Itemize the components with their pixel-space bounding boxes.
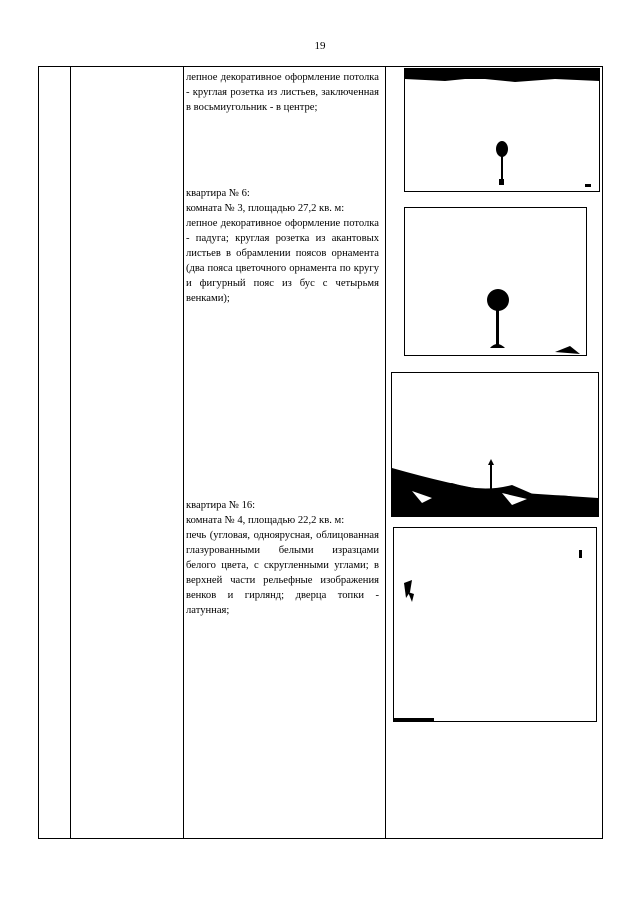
entry-line: печь (угловая, одноярусная, облицованная глазурованными белыми изразцами белого цвета, с скругленными углами; в верхней части рельефные изображения венков и гирлянд; дверца топки - латунная; (186, 530, 379, 616)
column-divider (183, 67, 184, 838)
entry-line: лепное декоративное оформление потолка - круглая розетка из листьев, заключенная в восьмиугольник - в центре; (186, 72, 379, 113)
stove-photo (393, 527, 597, 722)
entry-line: комната № 3, площадью 27,2 кв. м: (186, 203, 345, 214)
entry-description (186, 186, 379, 306)
entry-line: лепное декоративное оформление потолка - падуга; круглая розетка из акантовых листьев в обрамлении поясов орнамента (два пояса цветочного орнамента по кругу и фигурный пояс из бус с четырьмя венками); (186, 218, 379, 304)
entry-line: квартира № 6: (186, 188, 250, 199)
entry-description (186, 70, 379, 115)
ceiling-rosette-photo (404, 68, 600, 192)
entry-line: комната № 4, площадью 22,2 кв. м: (186, 515, 345, 526)
entry-line: квартира № 16: (186, 500, 256, 511)
photo-image (405, 69, 599, 191)
column-divider (70, 67, 71, 838)
column-divider (385, 67, 386, 838)
room-interior-photo (391, 372, 599, 517)
photo-image (405, 208, 586, 355)
entry-description (186, 498, 379, 618)
ceiling-chandelier-photo (404, 207, 587, 356)
photo-image (392, 373, 598, 516)
photo-image (394, 528, 596, 721)
page-number: 19 (314, 40, 326, 52)
